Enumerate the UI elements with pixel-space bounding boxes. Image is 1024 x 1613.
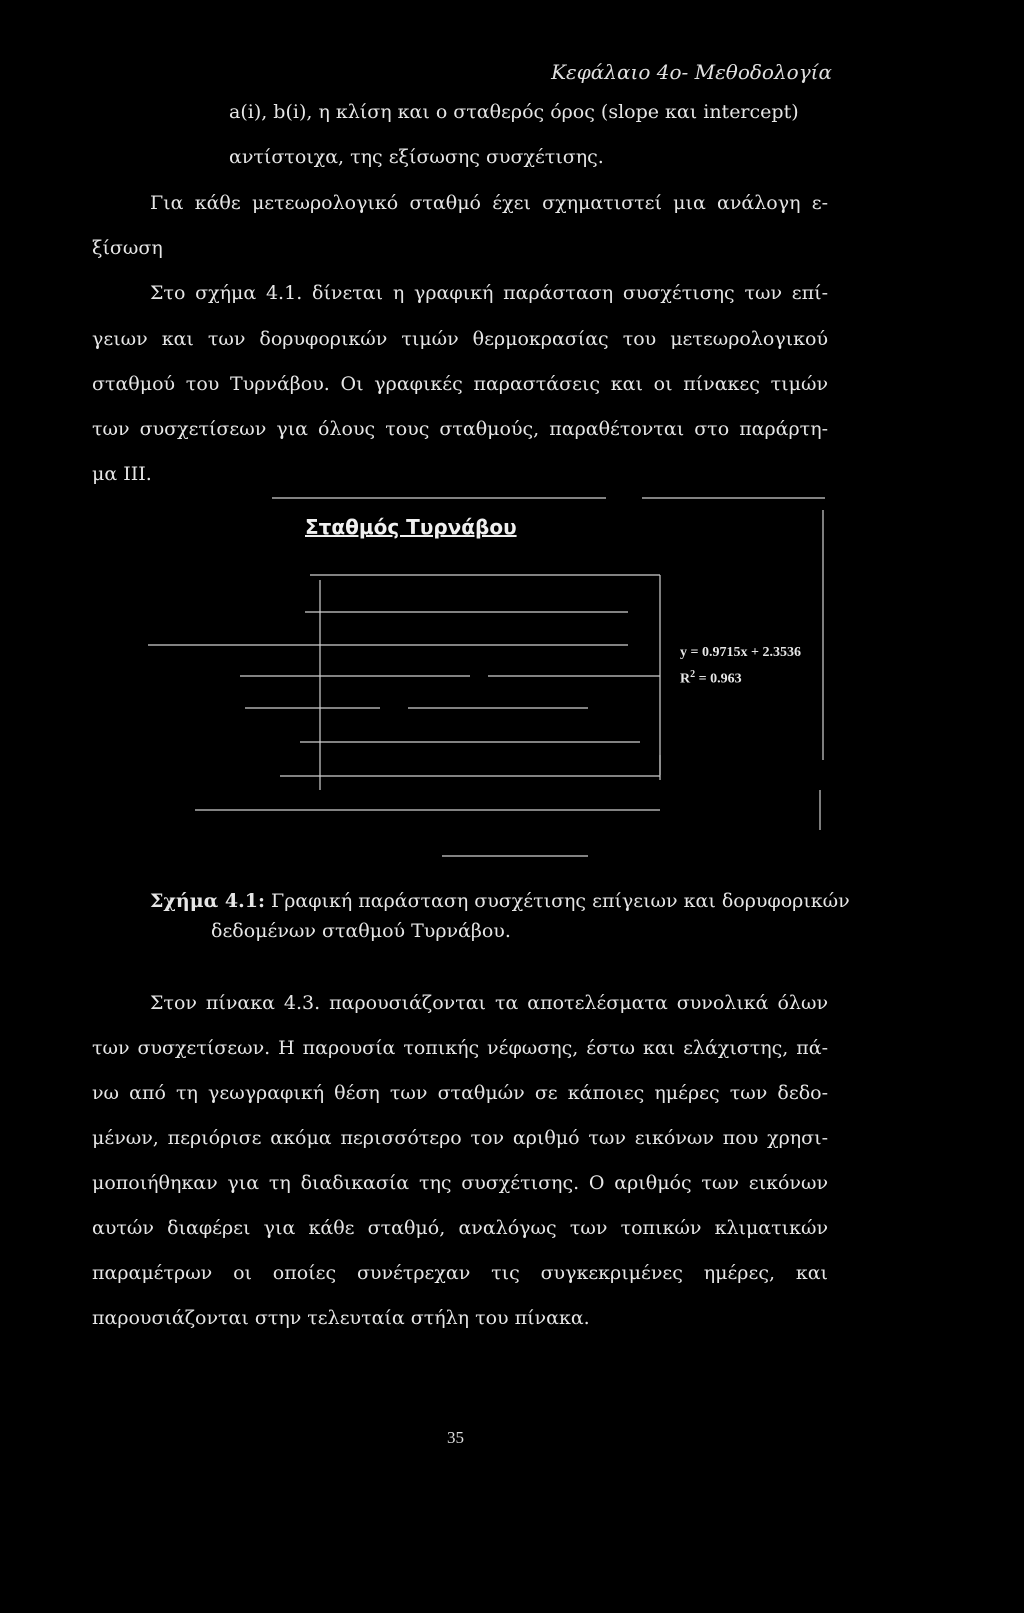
- figure-caption-label: Σχήμα 4.1:: [150, 890, 265, 912]
- paragraph2-line-8: παρουσιάζονται στην τελευταία στήλη του πίνακα.: [92, 1307, 590, 1329]
- paragraph2-line-6: αυτών διαφέρει για κάθε σταθμό, αναλόγως των τοπικών κλιματικών: [92, 1217, 828, 1239]
- paragraph1-line-2: γειων και των δορυφορικών τιμών θερμοκρασίας του μετεωρολογικού: [92, 328, 828, 350]
- paragraph2-line-5: μοποιήθηκαν για τη διαδικασία της συσχέτισης. Ο αριθμός των εικόνων: [92, 1172, 828, 1194]
- intro-line-4: ξίσωση: [92, 237, 163, 259]
- paragraph2-line-1: Στον πίνακα 4.3. παρουσιάζονται τα αποτελέσματα συνολικά όλων: [150, 992, 828, 1014]
- r-squared-exponent: 2: [690, 669, 696, 680]
- paragraph1-line-4: των συσχετίσεων για όλους τους σταθμούς, παραθέτονται στο παράρτη-: [92, 418, 828, 440]
- paragraph2-line-2: των συσχετίσεων. Η παρουσία τοπικής νέφωσης, έστω και ελάχιστης, πά-: [92, 1037, 828, 1059]
- paragraph1-line-5: μα ΙΙΙ.: [92, 463, 152, 485]
- paragraph1-line-3: σταθμού του Τυρνάβου. Οι γραφικές παραστάσεις και οι πίνακες τιμών: [92, 373, 828, 395]
- r-squared-symbol: R: [680, 671, 691, 687]
- regression-equation: y = 0.9715x + 2.3536: [680, 645, 801, 660]
- intro-line-2: αντίστοιχα, της εξίσωσης συσχέτισης.: [229, 146, 604, 168]
- r-squared: [680, 669, 742, 688]
- paragraph2-line-3: νω από τη γεωγραφική θέση των σταθμών σε κάποιες ημέρες των δεδο-: [92, 1082, 828, 1104]
- page-number: 35: [447, 1428, 464, 1447]
- running-header: Κεφάλαιο 4ο- Μεθοδολογία: [551, 60, 832, 84]
- chart-title: Σταθμός Τυρνάβου: [305, 515, 517, 539]
- r-squared-value: = 0.963: [698, 671, 742, 687]
- figure-caption-line-2: δεδομένων σταθμού Τυρνάβου.: [211, 920, 511, 942]
- intro-line-1: a(i), b(i), η κλίση και ο σταθερός όρος (slope και intercept): [229, 101, 799, 123]
- figure-caption-line-1: [150, 890, 850, 912]
- intro-line-3: Για κάθε μετεωρολογικό σταθμό έχει σχηματιστεί μια ανάλογη ε-: [150, 192, 828, 214]
- paragraph2-line-4: μένων, περιόρισε ακόμα περισσότερο τον αριθμό των εικόνων που χρησι-: [92, 1127, 828, 1149]
- paragraph2-line-7: παραμέτρων οι οποίες συνέτρεχαν τις συγκεκριμένες ημέρες, και: [92, 1262, 828, 1284]
- figure-caption-text-1: Γραφική παράσταση συσχέτισης επίγειων και δορυφορικών: [271, 890, 850, 912]
- paragraph1-line-1: Στο σχήμα 4.1. δίνεται η γραφική παράσταση συσχέτισης των επί-: [150, 282, 828, 304]
